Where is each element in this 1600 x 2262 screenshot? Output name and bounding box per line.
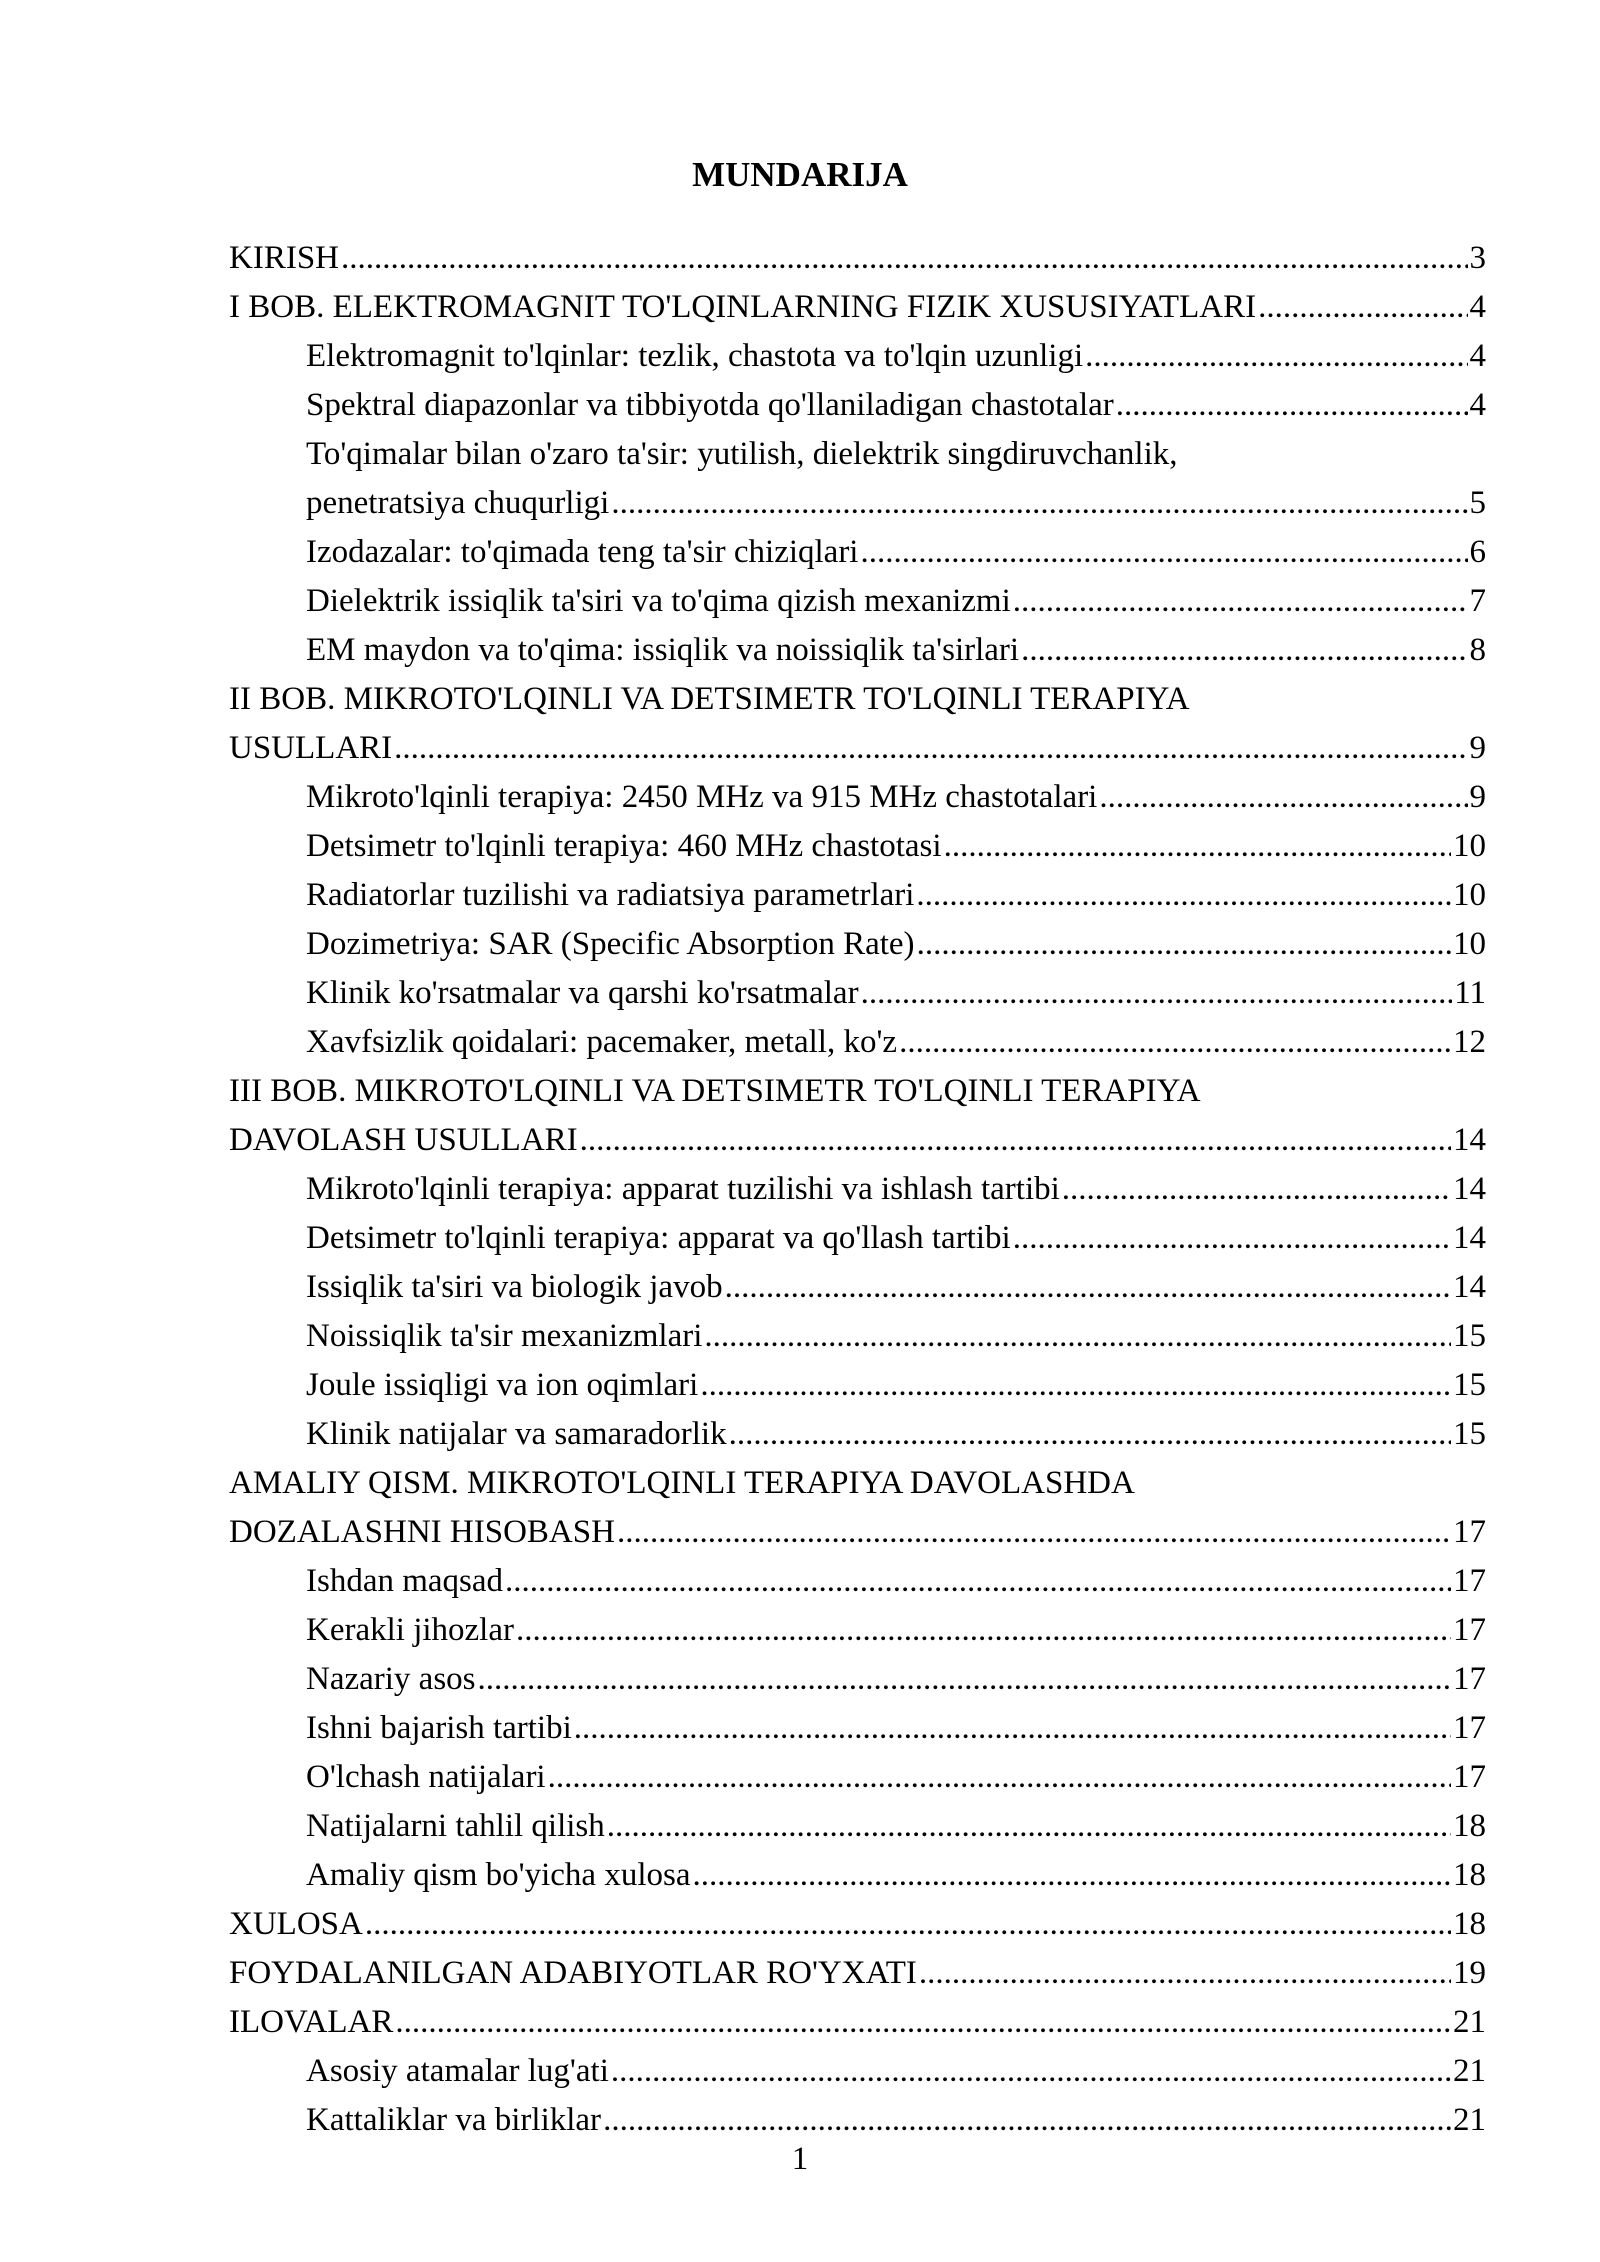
toc-subsection-entry[interactable] [229, 626, 1486, 675]
toc-entry-text: Detsimetr to'lqinli terapiya: apparat va qo'llash tartibi [306, 1220, 1011, 1256]
toc-entry-text: Amaliy qism bo'yicha xulosa [306, 1857, 691, 1893]
toc-entry-page: 14 [1453, 1220, 1486, 1256]
toc-subsection-entry[interactable] [229, 381, 1486, 430]
toc-subsection-entry[interactable] [229, 969, 1486, 1018]
toc-entry-text: Joule issiqligi va ion oqimlari [306, 1367, 699, 1403]
toc-entry-page: 14 [1453, 1269, 1486, 1305]
toc-chapter-entry[interactable] [229, 1067, 1486, 1165]
toc-entry-page: 17 [1453, 1710, 1486, 1746]
toc-subsection-entry[interactable] [229, 1361, 1486, 1410]
dot-leader [692, 1851, 1451, 1900]
toc-subsection-entry[interactable] [229, 1263, 1486, 1312]
toc-entry-text: Mikroto'lqinli terapiya: apparat tuzilishi va ishlash tartibi [306, 1171, 1060, 1207]
toc-entry-text: Klinik natijalar va samaradorlik [306, 1416, 727, 1452]
dot-leader [1258, 283, 1467, 332]
toc-entry-text: XULOSA [229, 1906, 363, 1942]
toc-chapter-entry[interactable] [229, 1459, 1486, 1557]
dot-leader [704, 1312, 1451, 1361]
toc-entry-page: 15 [1453, 1416, 1486, 1452]
toc-subsection-entry[interactable] [229, 1606, 1486, 1655]
dot-leader [574, 1704, 1451, 1753]
toc-entry-text: Spektral diapazonlar va tibbiyotda qo'llaniladigan chastotalar [306, 387, 1114, 423]
dot-leader [341, 234, 1467, 283]
toc-entry-text: USULLARI [229, 730, 393, 766]
dot-leader [548, 1753, 1451, 1802]
toc-entry-page: 11 [1454, 975, 1486, 1011]
toc-entry-text: Izodazalar: to'qimada teng ta'sir chiziqlari [306, 534, 859, 570]
toc-entry-page: 18 [1453, 1906, 1486, 1942]
toc-subsection-entry[interactable] [229, 1753, 1486, 1802]
dot-leader [944, 822, 1451, 871]
toc-entry-text: Mikroto'lqinli terapiya: 2450 MHz va 915 MHz chastotalari [306, 779, 1098, 815]
toc-subsection-entry[interactable] [229, 871, 1486, 920]
toc-entry-page: 5 [1469, 485, 1486, 521]
toc-entry-text: Ishdan maqsad [306, 1563, 504, 1599]
toc-subsection-entry[interactable] [229, 332, 1486, 381]
toc-entry-page: 3 [1469, 240, 1486, 276]
toc-entry-page: 17 [1453, 1759, 1486, 1795]
dot-leader [916, 871, 1451, 920]
toc-entry-page: 18 [1453, 1857, 1486, 1893]
toc-entry-page: 12 [1453, 1024, 1486, 1060]
toc-entry-text: Issiqlik ta'siri va biologik javob [306, 1269, 723, 1305]
dot-leader [617, 1508, 1451, 1557]
toc-entry-text: I BOB. ELEKTROMAGNIT TO'LQINLARNING FIZIK XUSUSIYATLARI [229, 289, 1257, 325]
toc-entry-text-line: II BOB. MIKROTO'LQINLI VA DETSIMETR TO'LQINLI TERAPIYA [229, 681, 1190, 717]
toc-entry-text: DAVOLASH USULLARI [229, 1122, 578, 1158]
toc-entry-text: EM maydon va to'qima: issiqlik va noissiqlik ta'sirlari [306, 632, 1020, 668]
toc-entry-page: 21 [1453, 2053, 1486, 2089]
toc-entry-text: Asosiy atamalar lug'ati [306, 2053, 609, 2089]
toc-entry-page: 17 [1453, 1661, 1486, 1697]
toc-subsection-entry[interactable] [229, 1557, 1486, 1606]
toc-entry-text: O'lchash natijalari [306, 1759, 546, 1795]
toc-entry-text-line: III BOB. MIKROTO'LQINLI VA DETSIMETR TO'LQINLI TERAPIYA [229, 1073, 1201, 1109]
dot-leader [505, 1557, 1451, 1606]
toc-entry-text: Kattaliklar va birliklar [306, 2102, 602, 2138]
dot-leader [729, 1410, 1451, 1459]
toc-entry-page: 4 [1469, 338, 1486, 374]
toc-subsection-entry[interactable] [229, 430, 1486, 528]
dot-leader [700, 1361, 1451, 1410]
dot-leader [580, 1116, 1451, 1165]
toc-entry-text: Ishni bajarish tartibi [306, 1710, 572, 1746]
toc-entry-page: 4 [1469, 289, 1486, 325]
dot-leader [611, 2047, 1451, 2096]
dot-leader [860, 528, 1467, 577]
toc-entry-text: Elektromagnit to'lqinlar: tezlik, chastota va to'lqin uzunligi [306, 338, 1084, 374]
toc-entry-page: 21 [1453, 2004, 1486, 2040]
toc-chapter-entry[interactable] [229, 1998, 1486, 2047]
toc-subsection-entry[interactable] [229, 1018, 1486, 1067]
dot-leader [1013, 1214, 1451, 1263]
dot-leader [395, 1998, 1451, 2047]
toc-entry-page: 17 [1453, 1514, 1486, 1550]
toc-entry-text: Xavfsizlik qoidalari: pacemaker, metall, ko'z [306, 1024, 898, 1060]
toc-subsection-entry[interactable] [229, 2047, 1486, 2096]
table-of-contents [229, 234, 1486, 2145]
dot-leader [725, 1263, 1451, 1312]
toc-chapter-entry[interactable] [229, 1949, 1486, 1998]
toc-subsection-entry[interactable] [229, 577, 1486, 626]
dot-leader [919, 1949, 1451, 1998]
toc-entry-text: Natijalarni tahlil qilish [306, 1808, 605, 1844]
toc-entry-text-line: To'qimalar bilan o'zaro ta'sir: yutilish, dielektrik singdiruvchanlik, [306, 436, 1178, 472]
page-number: 1 [791, 2141, 809, 2177]
toc-entry-text: FOYDALANILGAN ADABIYOTLAR RO'YXATI [229, 1955, 917, 1991]
toc-chapter-entry[interactable] [229, 283, 1486, 332]
dot-leader [1116, 381, 1468, 430]
dot-leader [478, 1655, 1451, 1704]
toc-entry-text: Klinik ko'rsatmalar va qarshi ko'rsatmalar [306, 975, 859, 1011]
toc-subsection-entry[interactable] [229, 1655, 1486, 1704]
toc-entry-page: 21 [1453, 2102, 1486, 2138]
toc-entry-page: 18 [1453, 1808, 1486, 1844]
toc-subsection-entry[interactable] [229, 528, 1486, 577]
toc-entry-text: Radiatorlar tuzilishi va radiatsiya parametrlari [306, 877, 915, 913]
toc-entry-text: KIRISH [229, 240, 340, 276]
toc-subsection-entry[interactable] [229, 1851, 1486, 1900]
toc-entry-text: DOZALASHNI HISOBASH [229, 1514, 615, 1550]
toc-entry-page: 14 [1453, 1122, 1486, 1158]
toc-entry-text: ILOVALAR [229, 2004, 394, 2040]
toc-entry-page: 8 [1469, 632, 1486, 668]
toc-entry-page: 9 [1469, 730, 1486, 766]
toc-chapter-entry[interactable] [229, 234, 1486, 283]
toc-entry-text: Nazariy asos [306, 1661, 476, 1697]
dot-leader [516, 1606, 1451, 1655]
toc-entry-page: 7 [1469, 583, 1486, 619]
toc-entry-page: 17 [1453, 1563, 1486, 1599]
dot-leader [394, 724, 1467, 773]
toc-entry-page: 14 [1453, 1171, 1486, 1207]
toc-subsection-entry[interactable] [229, 822, 1486, 871]
dot-leader [1099, 773, 1467, 822]
dot-leader [1021, 626, 1467, 675]
dot-leader [1085, 332, 1467, 381]
toc-entry-page: 9 [1469, 779, 1486, 815]
toc-subsection-entry[interactable] [229, 1165, 1486, 1214]
dot-leader [861, 969, 1453, 1018]
dot-leader [365, 1900, 1451, 1949]
toc-entry-text: Dielektrik issiqlik ta'siri va to'qima qizish mexanizmi [306, 583, 1011, 619]
toc-subsection-entry[interactable] [229, 1312, 1486, 1361]
toc-subsection-entry[interactable] [229, 1410, 1486, 1459]
toc-entry-text: Kerakli jihozlar [306, 1612, 514, 1648]
dot-leader [607, 1802, 1451, 1851]
toc-entry-page: 10 [1453, 926, 1486, 962]
toc-entry-text: penetratsiya chuqurligi [306, 485, 610, 521]
toc-subsection-entry[interactable] [229, 920, 1486, 969]
toc-entry-page: 6 [1469, 534, 1486, 570]
toc-subsection-entry[interactable] [229, 1704, 1486, 1753]
toc-subsection-entry[interactable] [229, 1802, 1486, 1851]
toc-chapter-entry[interactable] [229, 1900, 1486, 1949]
toc-chapter-entry[interactable] [229, 675, 1486, 773]
toc-entry-text-line: AMALIY QISM. MIKROTO'LQINLI TERAPIYA DAVOLASHDA [229, 1465, 1135, 1501]
dot-leader [1062, 1165, 1451, 1214]
toc-subsection-entry[interactable] [229, 1214, 1486, 1263]
toc-entry-text: Dozimetriya: SAR (Specific Absorption Rate) [306, 926, 915, 962]
toc-title: MUNDARIJA [692, 155, 908, 194]
toc-subsection-entry[interactable] [229, 773, 1486, 822]
toc-entry-page: 4 [1469, 387, 1486, 423]
dot-leader [917, 920, 1451, 969]
toc-entry-text: Detsimetr to'lqinli terapiya: 460 MHz chastotasi [306, 828, 942, 864]
toc-entry-page: 19 [1453, 1955, 1486, 1991]
toc-entry-page: 15 [1453, 1318, 1486, 1354]
toc-entry-text: Noissiqlik ta'sir mexanizmlari [306, 1318, 703, 1354]
dot-leader [1013, 577, 1468, 626]
toc-entry-page: 17 [1453, 1612, 1486, 1648]
toc-entry-page: 10 [1453, 828, 1486, 864]
toc-entry-page: 10 [1453, 877, 1486, 913]
dot-leader [899, 1018, 1451, 1067]
dot-leader [611, 479, 1467, 528]
toc-entry-page: 15 [1453, 1367, 1486, 1403]
